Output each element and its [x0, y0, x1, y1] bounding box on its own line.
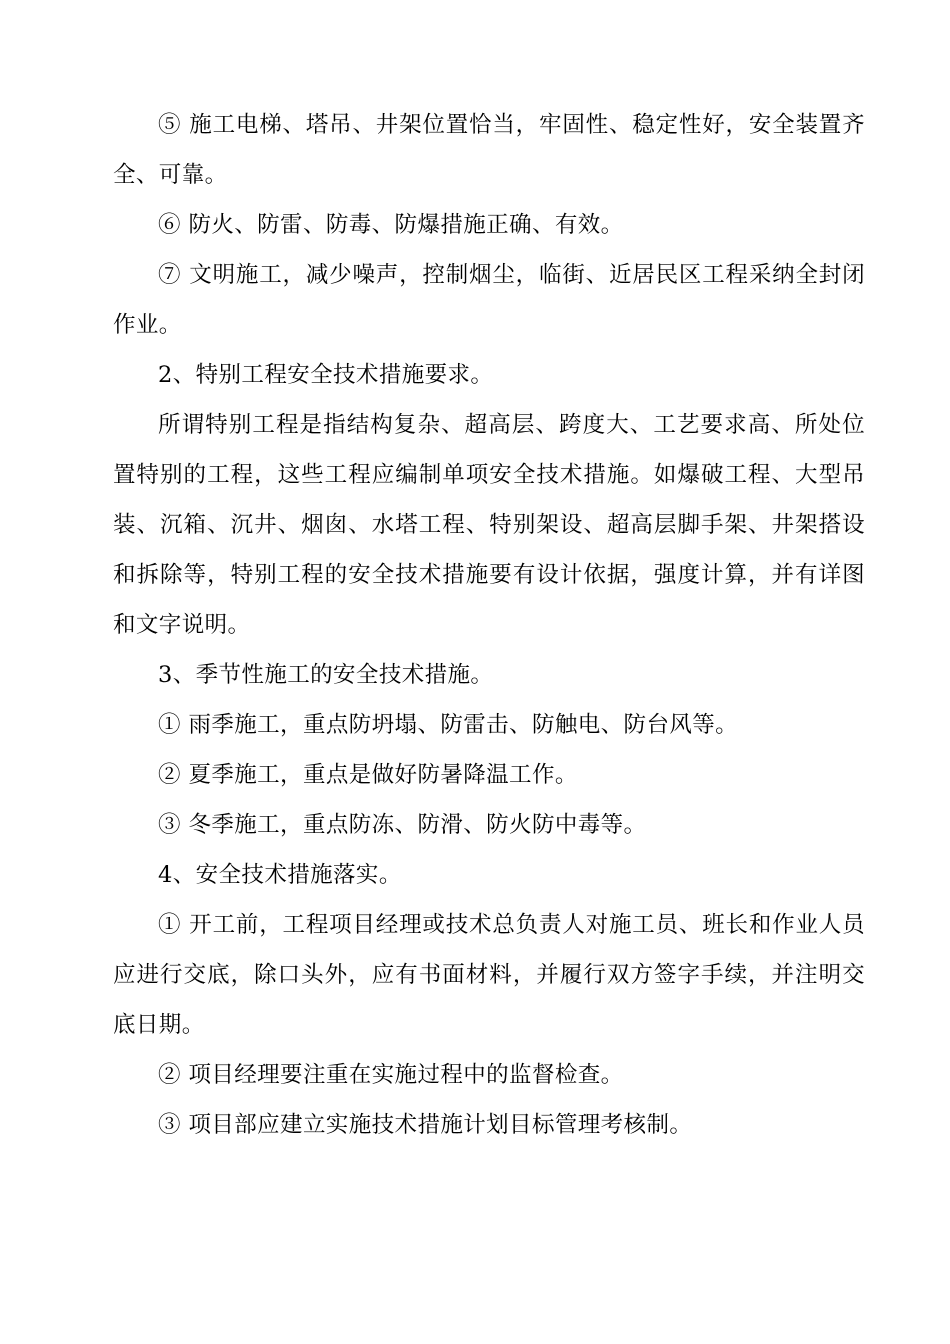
- paragraph-pre-construction-briefing: ① 开工前，工程项目经理或技术总负责人对施工员、班长和作业人员应进行交底，除口头外，应有书面材料，并履行双方签字手续，并注明交底日期。: [113, 912, 865, 1038]
- paragraph-fire-elevator-safety: ⑤ 施工电梯、塔吊、井架位置恰当，牢固性、稳定性好，安全装置齐全、可靠。: [113, 112, 865, 188]
- paragraph-summer-season: ② 夏季施工，重点是做好防暑降温工作。: [158, 762, 578, 788]
- paragraph-rainy-season: ① 雨季施工，重点防坍塌、防雷击、防触电、防台风等。: [158, 712, 739, 738]
- heading-special-projects: 2、特别工程安全技术措施要求。: [158, 362, 494, 388]
- paragraph-civilized-construction: ⑦ 文明施工，减少噪声，控制烟尘，临街、近居民区工程采纳全封闭作业。: [113, 262, 865, 338]
- heading-measures-implementation: 4、安全技术措施落实。: [158, 862, 402, 888]
- document-body: [113, 100, 865, 1150]
- paragraph-target-management: ③ 项目部应建立实施技术措施计划目标管理考核制。: [158, 1112, 693, 1138]
- paragraph-special-projects-definition: 所谓特别工程是指结构复杂、超高层、跨度大、工艺要求高、所处位置特别的工程，这些工程应编制单项安全技术措施。如爆破工程、大型吊装、沉箱、沉井、烟囱、水塔工程、特别架设、超高层脚手架、井架搭设和拆除等，特别工程的安全技术措施要有设计依据，强度计算，并有详图和文字说明。: [113, 412, 865, 638]
- paragraph-fire-lightning-measures: ⑥ 防火、防雷、防毒、防爆措施正确、有效。: [158, 212, 624, 238]
- heading-seasonal-construction: 3、季节性施工的安全技术措施。: [158, 662, 494, 688]
- paragraph-supervision-inspection: ② 项目经理要注重在实施过程中的监督检查。: [158, 1062, 624, 1088]
- paragraph-winter-season: ③ 冬季施工，重点防冻、防滑、防火防中毒等。: [158, 812, 647, 838]
